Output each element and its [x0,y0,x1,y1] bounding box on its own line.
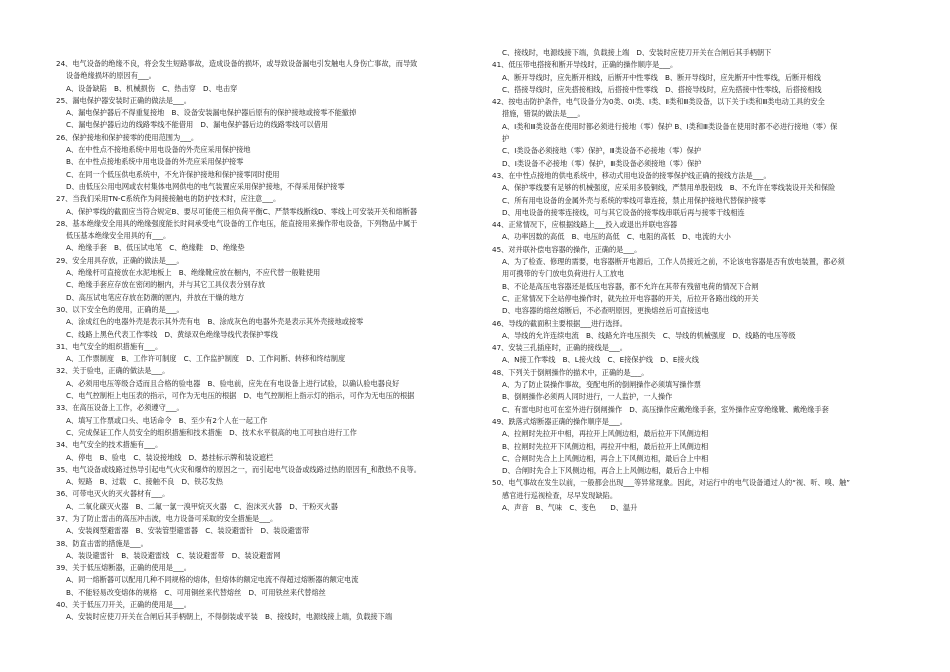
option-text: C、接线时，电源线接下端，负载接上端 D、安装时应使刀开关在合闸后其手柄朝下 [502,48,772,57]
left-column [56,58,484,624]
option-text: A、停电 B、验电 C、装设接地线 D、悬挂标示牌和装设遮栏 [66,452,274,462]
option-text: C、在同一个低压供电系统中，不允许保护接地和保护接零同时使用 [66,169,280,179]
question-text: 39、关于低压熔断器，正确的使用是___。 [56,563,191,573]
option-text: 感官进行巡视检查，尽早发现缺陷。 [502,490,618,500]
question-text: 30、以下安全色的使用，正确的是___。 [56,304,184,314]
option-text: A、在中性点不接地系统中用电设备的外壳应采用保护接地 [66,145,251,155]
question-text: 43、在中性点接地的供电系统中，移动式用电设备的接零保护线正确的接线方法是___。 [492,170,771,180]
option-text: A、断开导线时，应先断开相线，后断开中性零线 B、断开导线时，应先断开中性零线，后断开相线 [502,72,821,82]
option-text: A、填写工作票或口头、电话命令 B、至少有2个人在一起工作 [66,415,268,425]
option-text: C、线路上黑色代表工作零线 D、黄绿双色绝缘导线代表保护零线 [66,329,278,339]
option-text: B、不论是高压电容器还是低压电容器，都不允许在其带有残留电荷的情况下合闸 [502,281,759,291]
question-text: 32、关于验电，正确的做法是___。 [56,366,170,376]
option-text: A、Ⅰ类和Ⅲ类设备在使用时都必须进行接地（零）保护 B、Ⅰ类和Ⅲ类设备在使用时都不必进行接地（零）保 [502,121,838,131]
option-text: C、Ⅰ类设备必须接地（零）保护，Ⅲ类设备不必接地（零）保护 [502,146,701,156]
question-text: 36、可带电灭火的灭火器材有___。 [56,489,170,499]
question-text: 26、保护接地和保护接零的使用范围为___。 [56,132,199,142]
option-text: A、设备缺陷 B、机械损伤 C、热击穿 D、电击穿 [66,83,238,93]
question-text: 35、电气设备或线路过热导引起电气火灾和爆炸的原因之一，而引起电气设备或线路过热的原因有_和散热不良等。 [56,464,421,474]
option-text: D、由低压公用电网或农村集体电网供电的电气装置应采用保护接地，不得采用保护接零 [66,181,345,191]
option-text: 用可携带的专门放电负荷进行人工放电 [502,269,625,279]
option-text: A、涂成红色的电器外壳是表示其外壳有电 B、涂成灰色的电器外壳是表示其外壳接地或接零 [66,317,364,327]
question-text: 25、漏电保护器安装时正确的做法是___。 [56,95,191,105]
option-text: C、有雷电时也可在室外进行倒闸操作 D、高压操作应戴绝缘手套，室外操作应穿绝缘靴、戴绝缘手套 [502,404,829,414]
question-text: 33、在高压设备上工作，必须遵守___。 [56,403,184,413]
option-text: C、搭接导线时，应先搭接相线，后搭接中性零线 D、搭接导线时，应先搭接中性零线，后搭接相线 [502,84,822,94]
question-text: 50、电气事故在发生以前，一般都会出现___等异常现象。因此，对运行中的电气设备通过人的“视、听、嗅、触” [492,478,851,488]
option-text: D、合闸时先合上下风侧边相，再合上上风侧边相，最后合上中相 [502,466,709,476]
question-text: 37、为了防止雷击的高压冲击波，电力设备可采取的安全措施是___。 [56,513,278,523]
option-text: A、装设避雷针 B、装设避雷线 C、装设避雷带 D、装设避雷网 [66,550,281,560]
option-text: C、电气控制柜上电压表的指示，可作为无电压的根据 D、电气控制柜上指示灯的指示，可作为无电压的根据 [66,391,415,401]
option-text: 护 [502,134,510,144]
question-text: 34、电气安全的技术措施有___。 [56,440,163,450]
question-text: 45、对并联补偿电容器的操作，正确的是___。 [492,244,642,254]
option-text: C、漏电保护器后边的线路零线不能借用 D、漏电保护器后边的线路零线可以借用 [66,120,329,130]
option-text: A、安装阀型避雷器 B、安装管型避雷器 C、装设避雷针 D、装设避雷带 [66,526,310,536]
option-text: A、拉闸时先拉开中相，再拉开上风侧边相，最后拉开下风侧边相 [502,429,709,439]
option-text: 低压基本绝缘安全用具的有___。 [66,231,171,241]
question-text: 49、跌落式熔断器正确的操作顺序是___。 [492,416,627,426]
option-text: A、保护零线要有足够的机械强度，应采用多股铜线，严禁用单股铝线 B、不允许在零线装设开关和保险 [502,183,836,193]
question-text: 46、导线的截面积主要根据___进行选择。 [492,318,627,328]
option-text: A、工作票制度 B、工作许可制度 C、工作监护制度 D、工作间断、转移和终结制度 [66,354,346,364]
option-text: C、完成保证工作人员安全的组织措施和技术措施 D、技术水平很高的电工可独自进行工作 [66,427,357,437]
option-text: A、安装时应使刀开关在合闸后其手柄朝上，不得倒装或平装 B、接线时，电源线接上端，负载接下端 [66,612,393,622]
option-text: A、绝缘手套 B、低压试电笔 C、绝缘鞋 D、绝缘垫 [66,243,245,253]
option-text: B、倒闸操作必须两人同时进行，一人监护，一人操作 [502,392,673,402]
question-text: 47、安装三孔插座时，正确的接线是___。 [492,343,627,353]
question-text: 24、电气设备的绝缘不良，将会发生短路事故，造成设备的损坏，或导致设备漏电引发触电人身伤亡事故，而导致 [56,59,418,68]
option-text: C、所有用电设备的金属外壳与系统的零线可靠连接，禁止用保护接地代替保护接零 [502,195,766,205]
question-text: 27、当我们采用TN-C系统作为间接接触电的防护技术时，应注意___。 [56,194,281,204]
option-text: C、合闸时先合上上风侧边相，再合上下风侧边相，最后合上中相 [502,453,709,463]
option-text: A、导线的允许连续电流 B、线路允许电压损失 C、导线的机械强度 D、线路的电压等级 [502,330,796,340]
option-text: D、用电设备的接零连接线，可与其它设备的接零线串联后再与接零干线相连 [502,207,745,217]
option-text: A、漏电保护器后不得重复接地 B、设备安装漏电保护器后原有的保护接地或接零不能撤掉 [66,108,357,118]
option-text: A、功率因数的高低 B、电压的高低 C、电阻的高低 D、电流的大小 [502,232,731,242]
option-text: D、高压试电笔应存放在防潮的匣内，并放在干燥的地方 [66,292,245,302]
option-text: A、短路 B、过载 C、接触不良 D、铁芯发热 [66,477,223,487]
question-text: 48、下列关于倒闸操作的描术中，正确的是___。 [492,367,649,377]
option-text: A、N接工作零线 B、L接火线 C、E接保护线 D、E接火线 [502,355,699,365]
option-text: A、声音 B、气味 C、变色 D、温升 [502,502,638,512]
question-text: 42、按电击防护条件，电气设备分为0类、0Ⅰ类、Ⅰ类、Ⅱ类和Ⅲ类设备，以下关于Ⅰ类和Ⅲ类电动工具的安全 [492,97,825,107]
option-text: C、绝缘手套应存放在密闭的橱内，并与其它工具仪表分别存放 [66,280,266,290]
right-column [492,47,932,514]
question-text: 31、电气安全的组织措施有___。 [56,341,163,351]
option-text: B、在中性点接地系统中用电设备的外壳应采用保护接零 [66,157,244,167]
question-text: 41、低压带电搭接和断开导线时，正确的操作顺序是___。 [492,60,678,70]
option-text: B、不能轻易改变熔体的规格 C、可用铜丝来代替熔丝 D、可用铁丝来代替熔丝 [66,587,326,597]
question-text: 38、防直击雷的措施是___。 [56,538,148,548]
question-text: 29、安全用具存放，正确的做法是___。 [56,255,184,265]
option-text: D、Ⅰ类设备不必接地（零）保护，Ⅲ类设备必须接地（零）保护 [502,158,702,168]
option-text: A、二氧化碳灭火器 B、二氟一氯一溴甲烷灭火器 C、泡沫灭火器 D、干粉灭火器 [66,501,338,511]
option-text: C、正常情况下全站停电操作时，就先拉开电容器的开关，后拉开各路出线的开关 [502,293,759,303]
option-text: 措施，错误的做法是___。 [502,109,585,119]
question-text: 28、基本绝缘安全用具的绝缘强度能长时间承受电气设备的工作电压，能直接用来操作带电设备，下列物品中属于 [56,218,418,228]
question-text: 40、关于低压刀开关，正确的使用是___。 [56,600,191,610]
option-text: A、绝缘杆可直接放在水泥地板上 B、绝缘靴应放在橱内，不应代替一般鞋使用 [66,268,321,278]
option-text: A、为了防止误操作事故，变配电所的倒闸操作必须填写操作票 [502,380,701,390]
option-text: A、保护零线的截面应当符合规定B、要尽可能使三相负荷平衡C、严禁零线断线D、零线上可安装开关和熔断器 [66,206,418,216]
option-text: B、拉闸时先拉开下风侧边相，再拉开中相，最后拉开上风侧边相 [502,441,709,451]
option-text: A、必须用电压等级合适而且合格的验电器 B、验电前，应先在有电设备上进行试验，以确认验电器良好 [66,378,400,388]
option-text: A、为了检查、修理的需要，电容器断开电源后，工作人员接近之前，不论该电容器是否有放电装置，都必须 [502,257,845,267]
option-text: 设备绝缘损坏的原因有___。 [66,71,156,81]
question-text: 44、正常情况下，应根据线路上___投入或退出并联电容器 [492,220,678,230]
option-text: D、电容器的熔丝熔断后，不必查明原因，更换熔丝后可直接送电 [502,306,709,316]
option-text: A、同一熔断器可以配用几种不同规格的熔体，但熔体的额定电流不得超过熔断器的额定电流 [66,575,359,585]
